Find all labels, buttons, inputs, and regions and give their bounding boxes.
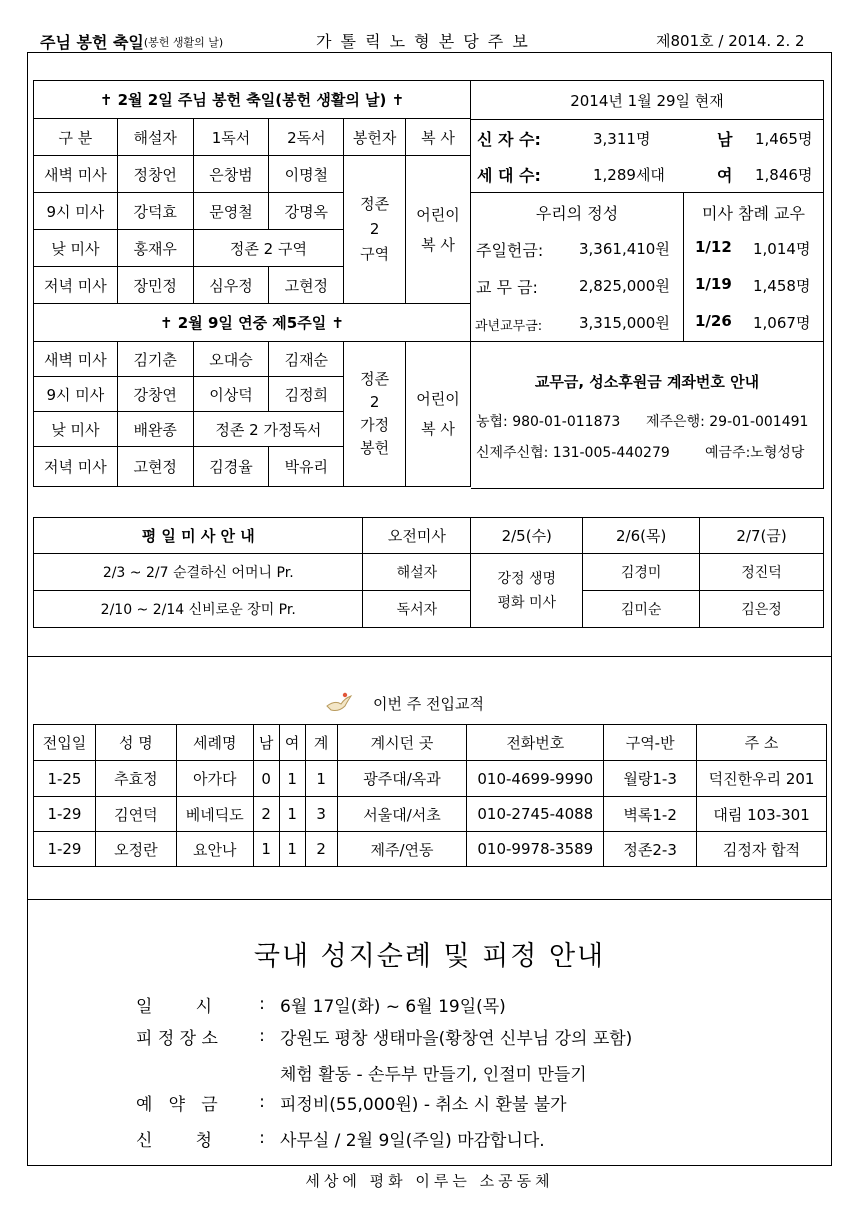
issue-number: 제801호 / 2014. 2. 2	[656, 32, 805, 50]
period-row: 2/3 ~ 2/7 순결하신 어머니 Pr.	[34, 554, 363, 591]
col-header: 전화번호	[467, 725, 604, 761]
divider	[27, 899, 832, 900]
attendance-date: 1/12	[695, 238, 732, 256]
table-row	[34, 761, 827, 797]
cell: 제주/연동	[337, 832, 467, 867]
commentator: 강덕효	[117, 193, 193, 230]
reading1: 은창범	[193, 156, 269, 193]
col-header: 2/6(목)	[583, 518, 700, 554]
commentator: 강창연	[117, 377, 193, 412]
col-header: 2독서	[269, 119, 344, 156]
cell: 0	[253, 761, 279, 797]
offering-label: 교 무 금:	[476, 278, 538, 297]
cell: 1	[279, 832, 305, 867]
merged-mass	[471, 554, 583, 628]
reading1: 김경율	[193, 447, 269, 487]
cell: 김연덕	[95, 797, 176, 832]
mass-label: 9시 미사	[34, 377, 118, 412]
schedule1-title: ✝ 2월 2일 주님 봉헌 축일(봉헌 생활의 날) ✝	[34, 81, 471, 119]
offering-group	[344, 156, 406, 304]
col-header: 구 분	[34, 119, 118, 156]
stats-date: 2014년 1월 29일 현재	[570, 92, 724, 110]
cell: 2	[253, 797, 279, 832]
reading2: 박유리	[269, 447, 344, 487]
female-label: 여	[717, 166, 733, 185]
offering-label: 주일헌금:	[476, 241, 544, 260]
commentator: 장민정	[117, 267, 193, 304]
role: 독서자	[363, 591, 471, 628]
col-header: 성 명	[95, 725, 176, 761]
divider	[27, 656, 832, 657]
account-title: 교무금, 성소후원금 계좌번호 안내	[534, 373, 760, 391]
detail-label: 일 시	[136, 996, 213, 1017]
commentator: 홍재우	[117, 230, 193, 267]
col-header: 주 소	[697, 725, 827, 761]
col-header: 오전미사	[363, 518, 471, 554]
col-header: 여	[279, 725, 305, 761]
mass-label: 새벽 미사	[34, 156, 118, 193]
male-label: 남	[717, 130, 733, 149]
detail-row	[136, 1088, 796, 1116]
server-line: 어린이	[416, 205, 460, 224]
col-header: 남	[253, 725, 279, 761]
attendance-date: 1/19	[695, 275, 732, 293]
reading1: 심우정	[193, 267, 269, 304]
detail-colon: :	[259, 1026, 265, 1046]
believers-value: 3,311명	[593, 130, 651, 148]
cell: 광주대/옥과	[337, 761, 467, 797]
mass-label: 낮 미사	[34, 412, 118, 447]
cell: 추효정	[95, 761, 176, 797]
cell: 베네딕도	[176, 797, 253, 832]
col-header: 해설자	[117, 119, 193, 156]
cell: 3	[305, 797, 337, 832]
header-left	[40, 30, 223, 53]
households-label: 세 대 수:	[477, 166, 541, 185]
divider	[471, 192, 823, 193]
dove-icon	[325, 692, 353, 714]
offering-line: 봉헌	[360, 439, 390, 457]
believers-label: 신 자 수:	[477, 130, 541, 149]
detail-colon: :	[259, 994, 265, 1014]
feast-subtitle: (봉헌 생활의 날)	[143, 35, 224, 49]
households-value: 1,289세대	[593, 166, 665, 184]
cell: 1	[253, 832, 279, 867]
female-value: 1,846명	[755, 166, 813, 184]
reading2: 김정희	[269, 377, 344, 412]
sunday-schedule-table	[33, 80, 471, 487]
attendance-date: 1/26	[695, 312, 732, 330]
cell: 아가다	[176, 761, 253, 797]
col-header: 2/7(금)	[700, 518, 824, 554]
col-header: 봉헌자	[344, 119, 406, 156]
cell: 1	[279, 797, 305, 832]
cell: 김정자 합적	[697, 832, 827, 867]
cell: 1-29	[34, 797, 96, 832]
commentator: 정창언	[117, 156, 193, 193]
mass-label: 저녁 미사	[34, 267, 118, 304]
reading1: 오대승	[193, 342, 269, 377]
offering-group	[344, 342, 406, 487]
server-line: 어린이	[416, 390, 460, 408]
detail-label: 신 청	[136, 1130, 213, 1151]
footer-motto: 세상에 평화 이루는 소공동체	[305, 1172, 554, 1190]
readings-merged: 정존 2 가정독서	[193, 412, 344, 447]
cell: 월랑1-3	[604, 761, 697, 797]
col-header: 복 사	[406, 119, 471, 156]
weekday-mass-table	[33, 517, 824, 628]
offering-line: 2	[369, 220, 380, 238]
pilgrimage-title: 국내 성지순례 및 피정 안내	[253, 941, 606, 972]
reading2: 이명철	[269, 156, 344, 193]
offering-line: 구역	[360, 245, 390, 263]
col-header: 계시던 곳	[337, 725, 467, 761]
cell: 010-9978-3589	[467, 832, 604, 867]
male-value: 1,465명	[755, 130, 813, 148]
cell: 벽록1-2	[604, 797, 697, 832]
server-group	[406, 342, 471, 487]
readings-merged: 정존 2 구역	[193, 230, 344, 267]
newcomers-table	[33, 724, 827, 867]
cell: 2	[305, 832, 337, 867]
account-line: 신제주신협: 131-005-440279	[476, 445, 670, 461]
col-header: 1독서	[193, 119, 269, 156]
cell: 010-2745-4088	[467, 797, 604, 832]
merged-line: 강정 생명	[497, 570, 557, 587]
commentator: 고현정	[117, 447, 193, 487]
thu-name: 김미순	[583, 591, 700, 628]
cell: 정존2-3	[604, 832, 697, 867]
detail-value: 6월 17일(화) ~ 6월 19일(목)	[280, 996, 506, 1017]
server-group	[406, 156, 471, 304]
detail-row	[136, 1056, 796, 1088]
pilgrimage-details	[136, 988, 796, 1156]
cell: 1-29	[34, 832, 96, 867]
offering-value: 3,315,000원	[579, 314, 670, 332]
reading1: 문영철	[193, 193, 269, 230]
detail-row	[136, 1020, 796, 1052]
reading2: 고현정	[269, 267, 344, 304]
detail-label: 예 약 금	[136, 1094, 218, 1115]
offering-line: 정존	[360, 195, 390, 213]
period-row: 2/10 ~ 2/14 신비로운 장미 Pr.	[34, 591, 363, 628]
table-row	[34, 832, 827, 867]
weekday-title: 평 일 미 사 안 내	[34, 518, 363, 554]
cell: 서울대/서초	[337, 797, 467, 832]
mass-label: 낮 미사	[34, 230, 118, 267]
offering-line: 가정	[360, 416, 390, 434]
account-line: 농협: 980-01-011873	[476, 414, 621, 430]
cell: 1	[305, 761, 337, 797]
cell: 요안나	[176, 832, 253, 867]
server-line: 복 사	[421, 420, 455, 438]
offering-value: 3,361,410원	[579, 240, 670, 258]
cell: 대림 103-301	[697, 797, 827, 832]
commentator: 배완종	[117, 412, 193, 447]
cell: 1-25	[34, 761, 96, 797]
fri-name: 김은정	[700, 591, 824, 628]
detail-colon: :	[259, 1092, 265, 1112]
reading1: 이상덕	[193, 377, 269, 412]
cell: 오정란	[95, 832, 176, 867]
offering-value: 2,825,000원	[579, 277, 670, 295]
detail-label: 피 정 장 소	[136, 1028, 218, 1049]
reading2: 강명옥	[269, 193, 344, 230]
detail-row	[136, 1120, 796, 1156]
divider	[471, 341, 823, 342]
role: 해설자	[363, 554, 471, 591]
reading2: 김재순	[269, 342, 344, 377]
attendance-count: 1,067명	[753, 314, 811, 332]
divider	[471, 119, 823, 120]
detail-value: 사무실 / 2월 9일(주일) 마감합니다.	[280, 1130, 545, 1151]
attendance-title: 미사 참례 교우	[702, 204, 805, 223]
col-header: 계	[305, 725, 337, 761]
mass-label: 새벽 미사	[34, 342, 118, 377]
col-header: 세례명	[176, 725, 253, 761]
merged-line: 평화 미사	[497, 594, 557, 611]
newcomers-title: 이번 주 전입교적	[373, 694, 484, 713]
thu-name: 김경미	[583, 554, 700, 591]
account-holder: 예금주:노형성당	[705, 445, 805, 461]
feast-title: 주님 봉헌 축일	[40, 33, 144, 52]
mass-label: 저녁 미사	[34, 447, 118, 487]
newcomers-heading	[325, 692, 484, 714]
detail-colon: :	[259, 1128, 265, 1148]
detail-value: 강원도 평창 생태마을(황창연 신부님 강의 포함)	[280, 1028, 633, 1049]
cell: 1	[279, 761, 305, 797]
detail-row	[136, 988, 796, 1020]
schedule2-title: ✝ 2월 9일 연중 제5주일 ✝	[34, 304, 471, 342]
fri-name: 정진덕	[700, 554, 824, 591]
account-line: 제주은행: 29-01-001491	[646, 414, 809, 430]
attendance-count: 1,014명	[753, 240, 811, 258]
server-line: 복 사	[421, 235, 455, 254]
offering-line: 정존	[360, 370, 390, 388]
mass-label: 9시 미사	[34, 193, 118, 230]
col-header: 전입일	[34, 725, 96, 761]
cell: 덕진한우리 201	[697, 761, 827, 797]
col-header: 구역-반	[604, 725, 697, 761]
col-header: 2/5(수)	[471, 518, 583, 554]
table-row	[34, 797, 827, 832]
detail-value: 피정비(55,000원) - 취소 시 환불 불가	[280, 1094, 567, 1115]
commentator: 김기춘	[117, 342, 193, 377]
offering-title: 우리의 정성	[535, 204, 619, 223]
offering-line: 2	[369, 393, 380, 411]
stats-panel	[471, 80, 824, 489]
attendance-count: 1,458명	[753, 277, 811, 295]
detail-value: 체험 활동 - 손두부 만들기, 인절미 만들기	[280, 1064, 587, 1085]
bulletin-title: 가 톨 릭 노 형 본 당 주 보	[316, 32, 530, 51]
offering-label: 과년교무금:	[475, 319, 543, 334]
cell: 010-4699-9990	[467, 761, 604, 797]
